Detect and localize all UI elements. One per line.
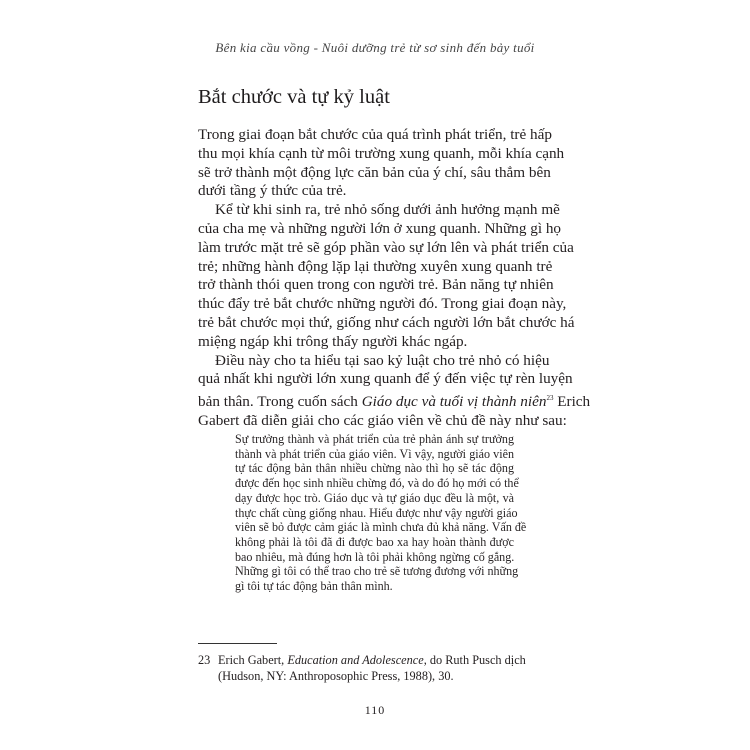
footnote-author: Erich Gabert, [218, 653, 288, 667]
body-line: miệng ngáp khi trông thấy người khác ngáp. [198, 332, 468, 350]
quote-line: được đến học sinh nhiều chừng đó, và do đó họ mới có thể [235, 476, 519, 491]
quote-line: gì tôi tự tác động bản thân mình. [235, 579, 393, 594]
body-line: Gabert đã diễn giải cho các giáo viên về chủ đề này như sau: [198, 412, 567, 430]
footnote [198, 652, 548, 684]
footnote-title: Education and Adolescence [287, 653, 424, 667]
quote-line: Những gì tôi có thể trao cho trẻ sẽ tương đương với những [235, 564, 519, 579]
body-line [198, 389, 591, 412]
body-text [198, 126, 591, 431]
footnote-ref: 23 [546, 394, 554, 403]
quote-line: không phải là tôi đã đi được bao xa hay hoàn thành được [235, 534, 514, 549]
body-line: Kể từ khi sinh ra, trẻ nhỏ sống dưới ảnh hưởng mạnh mẽ [215, 201, 560, 219]
quote-line: tự tác động bản thân nhiều chừng nào thì họ sẽ tác động [235, 461, 514, 476]
quote-line: bao nhiêu, mà đúng hơn là tôi phải không ngừng cố gắng. [235, 549, 515, 564]
block-quote [235, 432, 527, 594]
body-line: thu mọi khía cạnh từ môi trường xung quanh, mỗi khía cạnh [198, 144, 565, 162]
quote-line: dạy được học trò. Giáo dục và tự giáo dục đều là một, và [235, 490, 514, 505]
section-title: Bắt chước và tự kỷ luật [198, 86, 390, 108]
body-line: trở thành thói quen trong con người trẻ. Bản năng tự nhiên [198, 276, 554, 294]
page-number: 110 [364, 703, 386, 717]
body-line: làm trước mặt trẻ sẽ góp phần vào sự lớn lên và phát triển của [198, 238, 574, 256]
running-header: Bên kia cầu vồng - Nuôi dưỡng trẻ từ sơ sinh đến bảy tuổi [215, 40, 535, 55]
body-line: sẽ trở thành một động lực căn bản của ý chí, sâu thẳm bên [198, 163, 551, 181]
body-line: Điều này cho ta hiểu tại sao kỷ luật cho trẻ nhỏ có hiệu [215, 351, 550, 369]
quote-line: Sự trưởng thành và phát triển của trẻ phản ánh sự trưởng [235, 432, 514, 446]
body-line: thúc đẩy trẻ bắt chước những người đó. Trong giai đoạn này, [198, 295, 567, 313]
body-line: của cha mẹ và những người lớn ở xung quanh. Những gì họ [198, 219, 562, 237]
text-run: Erich [553, 393, 591, 411]
book-title: Giáo dục và tuổi vị thành niên [361, 393, 547, 411]
quote-line: thực chất cùng giống nhau. Hiểu được như vậy người giáo [235, 505, 518, 520]
quote-line: viên sẽ bỏ được cảm giác là mình chưa đủ khả năng. Vấn đề [235, 520, 527, 535]
body-line: dưới tầng ý thức của trẻ. [198, 182, 347, 200]
footnote-text [218, 652, 548, 684]
quote-line: thành và phát triển của giáo viên. Vì vậy, người giáo viên [235, 446, 514, 461]
text-run: bản thân. Trong cuốn sách [198, 393, 362, 411]
body-line: trẻ bắt chước mọi thứ, giống như cách người lớn bắt chước há [198, 313, 575, 331]
body-line: Trong giai đoạn bắt chước của quá trình phát triển, trẻ hấp [198, 126, 552, 143]
body-line: quả nhất khi người lớn xung quanh để ý đến việc tự rèn luyện [198, 370, 573, 388]
footnote-rest: , do Ruth Pusch dịch (Hudson, NY: Anthroposophic Press, 1988), 30. [218, 653, 526, 683]
footnote-number: 23 [198, 653, 211, 667]
body-line: trẻ; những hành động lặp lại thường xuyên xung quanh trẻ [198, 257, 553, 275]
footnote-divider [198, 643, 277, 644]
